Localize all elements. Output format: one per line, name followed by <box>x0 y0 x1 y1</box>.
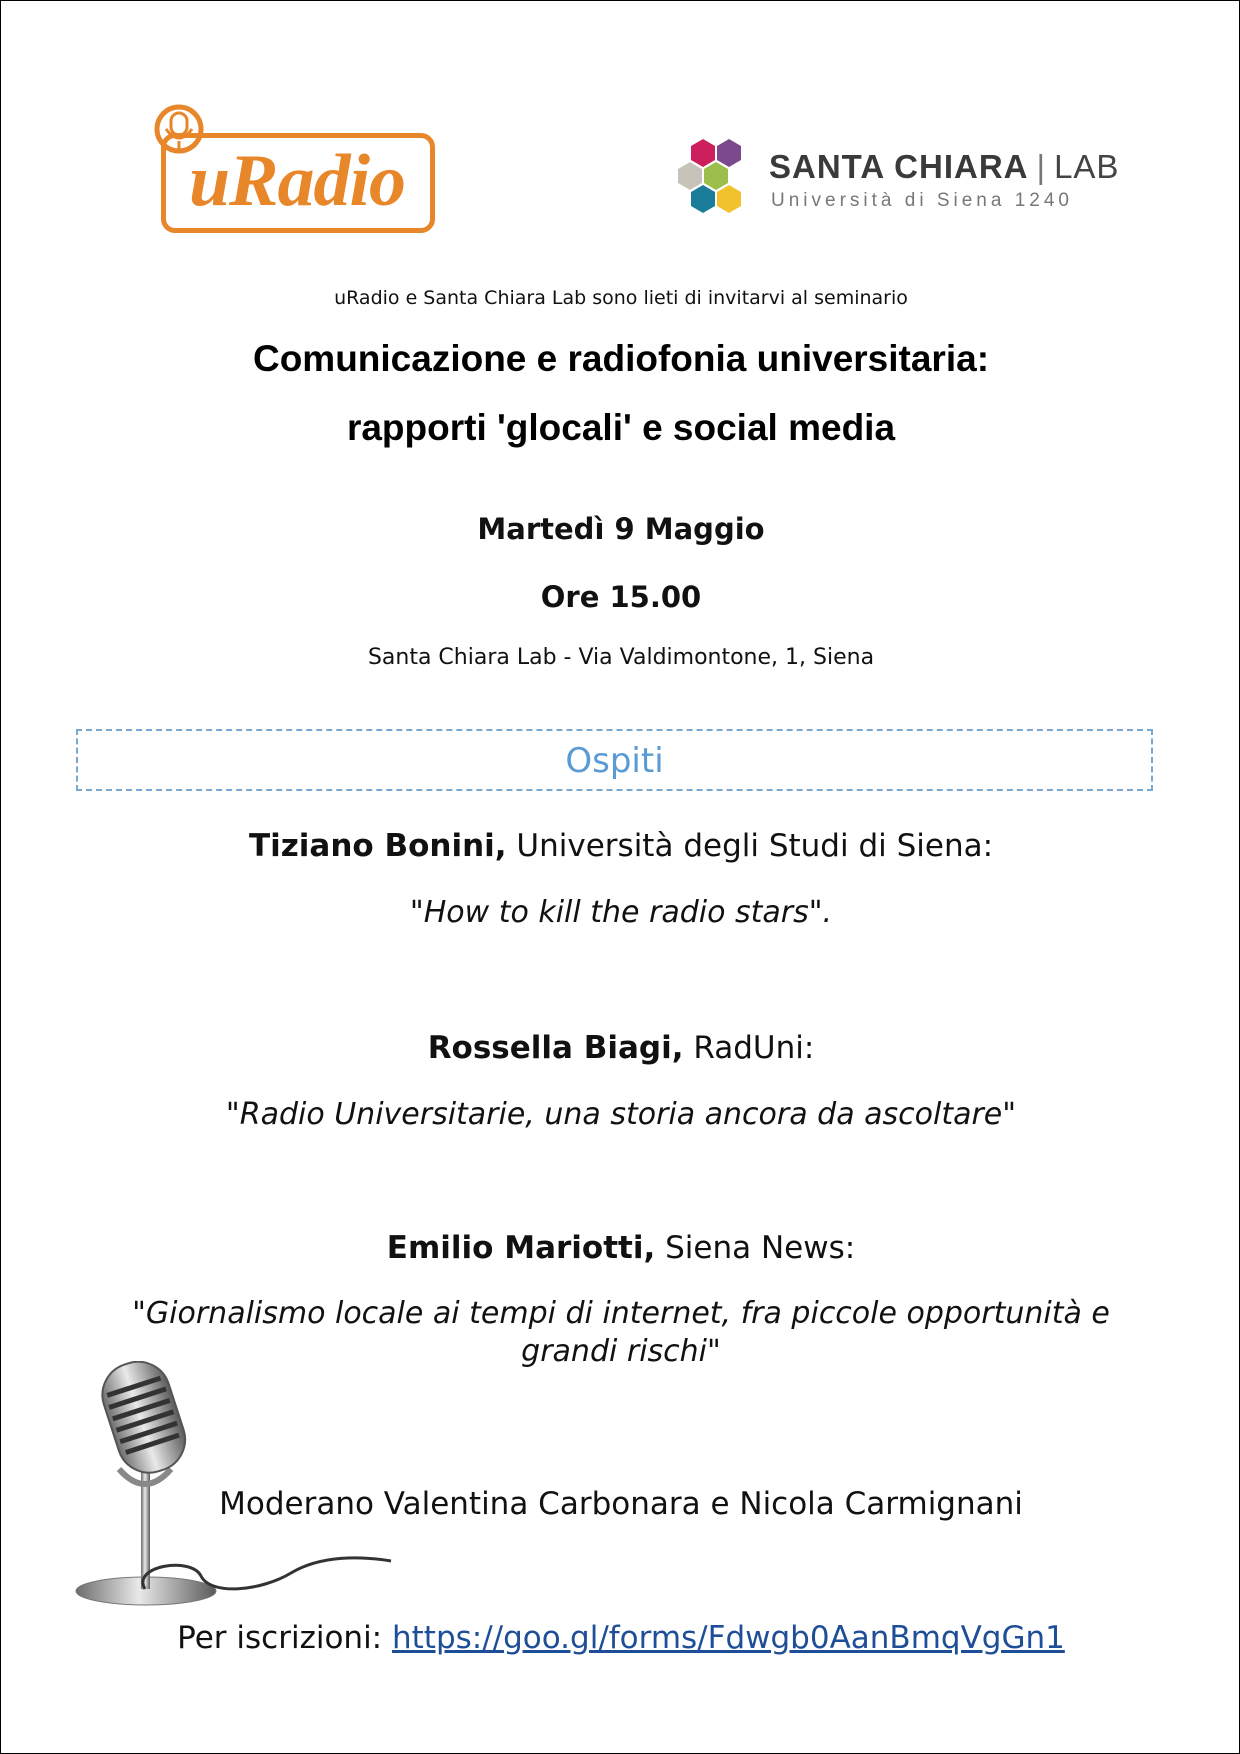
speaker-3-talk <box>121 1295 1121 1371</box>
speaker-3-talk-line-2: grandi rischi" <box>521 1334 721 1369</box>
speaker-affiliation: Siena News: <box>655 1230 856 1266</box>
registration-link[interactable]: https://goo.gl/forms/Fdwgb0AanBmqVgGn1 <box>391 1620 1065 1656</box>
event-date: Martedì 9 Maggio <box>477 512 765 546</box>
lab-name: LAB <box>1054 148 1120 185</box>
speaker-3-talk-line-1: "Giornalismo locale ai tempi di internet, fra piccole opportunità e <box>132 1296 1110 1331</box>
registration <box>1 1619 1240 1657</box>
guests-heading-box <box>76 729 1153 791</box>
speaker-name: Emilio Mariotti, <box>386 1230 656 1266</box>
speaker-1-talk: "How to kill the radio stars". <box>409 895 833 930</box>
moderators: Moderano Valentina Carbonara e Nicola Carmignani <box>219 1486 1023 1522</box>
speaker-name: Rossella Biagi, <box>427 1030 684 1066</box>
speaker-affiliation: Università degli Studi di Siena: <box>506 828 994 864</box>
uradio-logo-text: uRadio <box>188 140 406 222</box>
speaker-3 <box>1 1229 1240 1267</box>
santa-chiara-lab-logo <box>669 135 1149 245</box>
event-venue: Santa Chiara Lab - Via Valdimontone, 1, Siena <box>367 645 875 670</box>
logo-separator: | <box>1036 148 1047 185</box>
seminar-title-line-1: Comunicazione e radiofonia universitaria: <box>252 338 990 379</box>
santa-chiara-subtitle: Università di Siena 1240 <box>771 190 1073 211</box>
hexagon-cluster-icon <box>669 135 765 231</box>
event-time: Ore 15.00 <box>540 580 702 614</box>
speaker-2 <box>1 1029 1240 1067</box>
intro-text: uRadio e Santa Chiara Lab sono lieti di invitarvi al seminario <box>334 287 908 309</box>
registration-label: Per iscrizioni: <box>177 1620 392 1656</box>
santa-chiara-lab-name <box>769 149 1119 185</box>
santa-chiara-name: SANTA CHIARA <box>769 148 1029 185</box>
seminar-title-line-2: rapporti 'glocali' e social media <box>346 407 896 448</box>
guests-heading: Ospiti <box>565 741 664 781</box>
uradio-logo <box>149 103 439 233</box>
speaker-1 <box>1 827 1240 865</box>
speaker-name: Tiziano Bonini, <box>248 828 507 864</box>
speaker-affiliation: RadUni: <box>683 1030 815 1066</box>
speaker-2-talk: "Radio Universitarie, una storia ancora da ascoltare" <box>225 1097 1017 1132</box>
